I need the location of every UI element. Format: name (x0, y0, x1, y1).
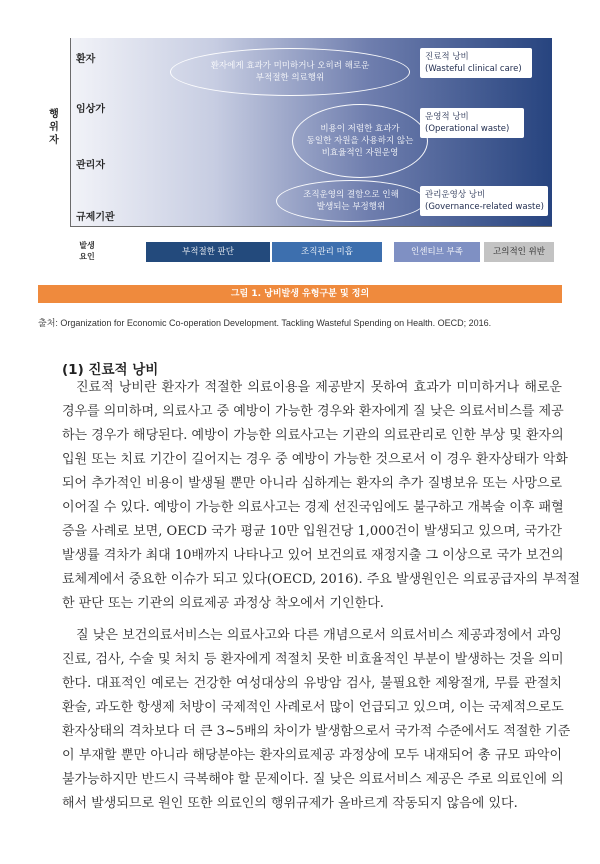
factor-poor-management: 조직관리 미흡 (272, 242, 382, 262)
ellipse-governance (276, 180, 426, 222)
factor-lack-of-incentive: 인센티브 부족 (394, 242, 480, 262)
ellipse-text: 동일한 자원을 사용하지 않는 (306, 136, 414, 146)
factor-intentional-violation: 고의적인 위반 (484, 242, 554, 262)
paragraph-1 (62, 376, 581, 616)
figure-x-axis (70, 226, 552, 227)
text-line: 해서 발생되므로 원인 또한 의료인의 행위규제가 올바르게 작동되지 않음에 있다. (62, 796, 518, 811)
actor-patient: 환자 (76, 54, 96, 65)
axis-char: 위 (49, 122, 59, 133)
ellipse-text: 조직운영의 결함으로 인해 (303, 190, 399, 200)
ellipse-clinical (170, 48, 410, 96)
figure-caption: 그림 1. 낭비발생 유형구분 및 정의 (38, 285, 562, 303)
text-line: 환자상태의 격차보다 더 큰 3~5배의 차이가 발생함으로서 국가적 수준에서도 적절한 기준 (62, 724, 571, 739)
ellipse-text: 부적절한 의료행위 (255, 73, 325, 83)
figure-y-axis (70, 38, 71, 226)
text-line: 되어 추가적인 비용이 발생될 뿐만 아니라 심하게는 환자의 추가 질병보유 또는 사망으로 (62, 476, 562, 491)
text-line: 진료, 검사, 수술 및 처치 등 환자에게 적절치 못한 비효율적인 부분이 발생하는 것을 의미 (62, 652, 564, 667)
actor-clinician: 임상가 (76, 104, 105, 115)
text-line: 진료적 낭비란 환자가 적절한 의료이용을 제공받지 못하여 효과가 미미하거나 해로운 (76, 380, 562, 395)
waste-box-governance (420, 186, 548, 216)
factor-label (74, 240, 100, 262)
text-line: 입원 또는 치료 기간이 길어지는 경우 중 예방이 가능한 것으로서 이 경우 환자상태가 악화 (62, 452, 568, 467)
waste-box-subtitle: (Operational waste) (425, 124, 510, 134)
text-line: 이 부재할 뿐만 아니라 해당분야는 환자의료제공 과정상에 모두 내재되어 총 규모 파악이 (62, 748, 562, 763)
text-line: 한다. 대표적인 예로는 건강한 여성대상의 유방암 검사, 불필요한 제왕절개, 무릎 관절치 (62, 676, 562, 691)
actor-manager: 관리자 (76, 160, 105, 171)
text-line: 불가능하지만 반드시 극복해야 할 문제이다. 질 낮은 의료서비스 제공은 주로 의료인에 의 (62, 772, 564, 787)
text-line: 증을 사례로 보면, OECD 국가 평균 10만 입원건당 1,000건이 발생되고 있으며, 국가간 (62, 524, 562, 539)
ellipse-text: 발생되는 부정행위 (316, 202, 386, 212)
ellipse-text: 환자에게 효과가 미미하거나 오히려 해로운 (210, 61, 370, 71)
axis-char: 행 (49, 109, 59, 120)
section-heading: (1) 진료적 낭비 (62, 362, 159, 378)
ellipse-operational (292, 104, 428, 178)
text-line: 료체계에서 중요한 이슈가 되고 있다(OECD, 2016). 주요 발생원인은 의료공급자의 부적절 (62, 572, 581, 587)
waste-box-title: 진료적 낭비 (425, 52, 469, 62)
ellipse-text: 비용이 저렴한 효과가 (320, 124, 400, 134)
waste-box-title: 관리운영상 낭비 (425, 190, 486, 200)
waste-box-clinical (420, 48, 532, 78)
factor-label-line: 발생 (79, 241, 95, 250)
figure-source: 출처: Organization for Economic Co-operation Development. Tackling Wasteful Spending on Health. OECD; 2016. (38, 318, 492, 328)
paragraph-2 (62, 624, 571, 816)
text-line: 경우를 의미하며, 의료사고 중 예방이 가능한 경우와 환자에게 질 낮은 의료서비스를 제공 (62, 404, 564, 419)
text-line: 발생률 격차가 최대 10배까지 나타나고 있어 보건의료 재정지출 그 이상으로 국가 보건의 (62, 548, 564, 563)
factor-inappropriate-judgment: 부적절한 판단 (146, 242, 270, 262)
text-line: 질 낮은 보건의료서비스는 의료사고와 다른 개념으로서 의료서비스 제공과정에서 과잉 (76, 628, 562, 643)
waste-box-subtitle: (Governance-related waste) (425, 202, 544, 212)
actor-regulator: 규제기관 (76, 212, 115, 223)
text-line: 이어질 수 있다. 예방이 가능한 의료사고는 경제 선진국임에도 불구하고 개복술 이후 패혈 (62, 500, 564, 515)
waste-box-title: 운영적 낭비 (425, 112, 469, 122)
waste-box-subtitle: (Wasteful clinical care) (425, 64, 522, 74)
text-line: 하는 경우가 해당된다. 예방이 가능한 의료사고는 기관의 의료관리로 인한 부상 및 환자의 (62, 428, 564, 443)
text-line: 한 판단 또는 기관의 의료제공 과정상 착오에서 기인한다. (62, 596, 384, 611)
axis-char: 자 (49, 135, 59, 146)
waste-box-operational (420, 108, 524, 138)
ellipse-text: 비효율적인 자원운영 (321, 148, 399, 158)
text-line: 환술, 과도한 항생제 처방이 국제적인 사례로서 많이 언급되고 있으며, 이는 국제적으로도 (62, 700, 564, 715)
vertical-axis-label (47, 108, 61, 147)
factor-label-line: 요인 (79, 252, 95, 261)
